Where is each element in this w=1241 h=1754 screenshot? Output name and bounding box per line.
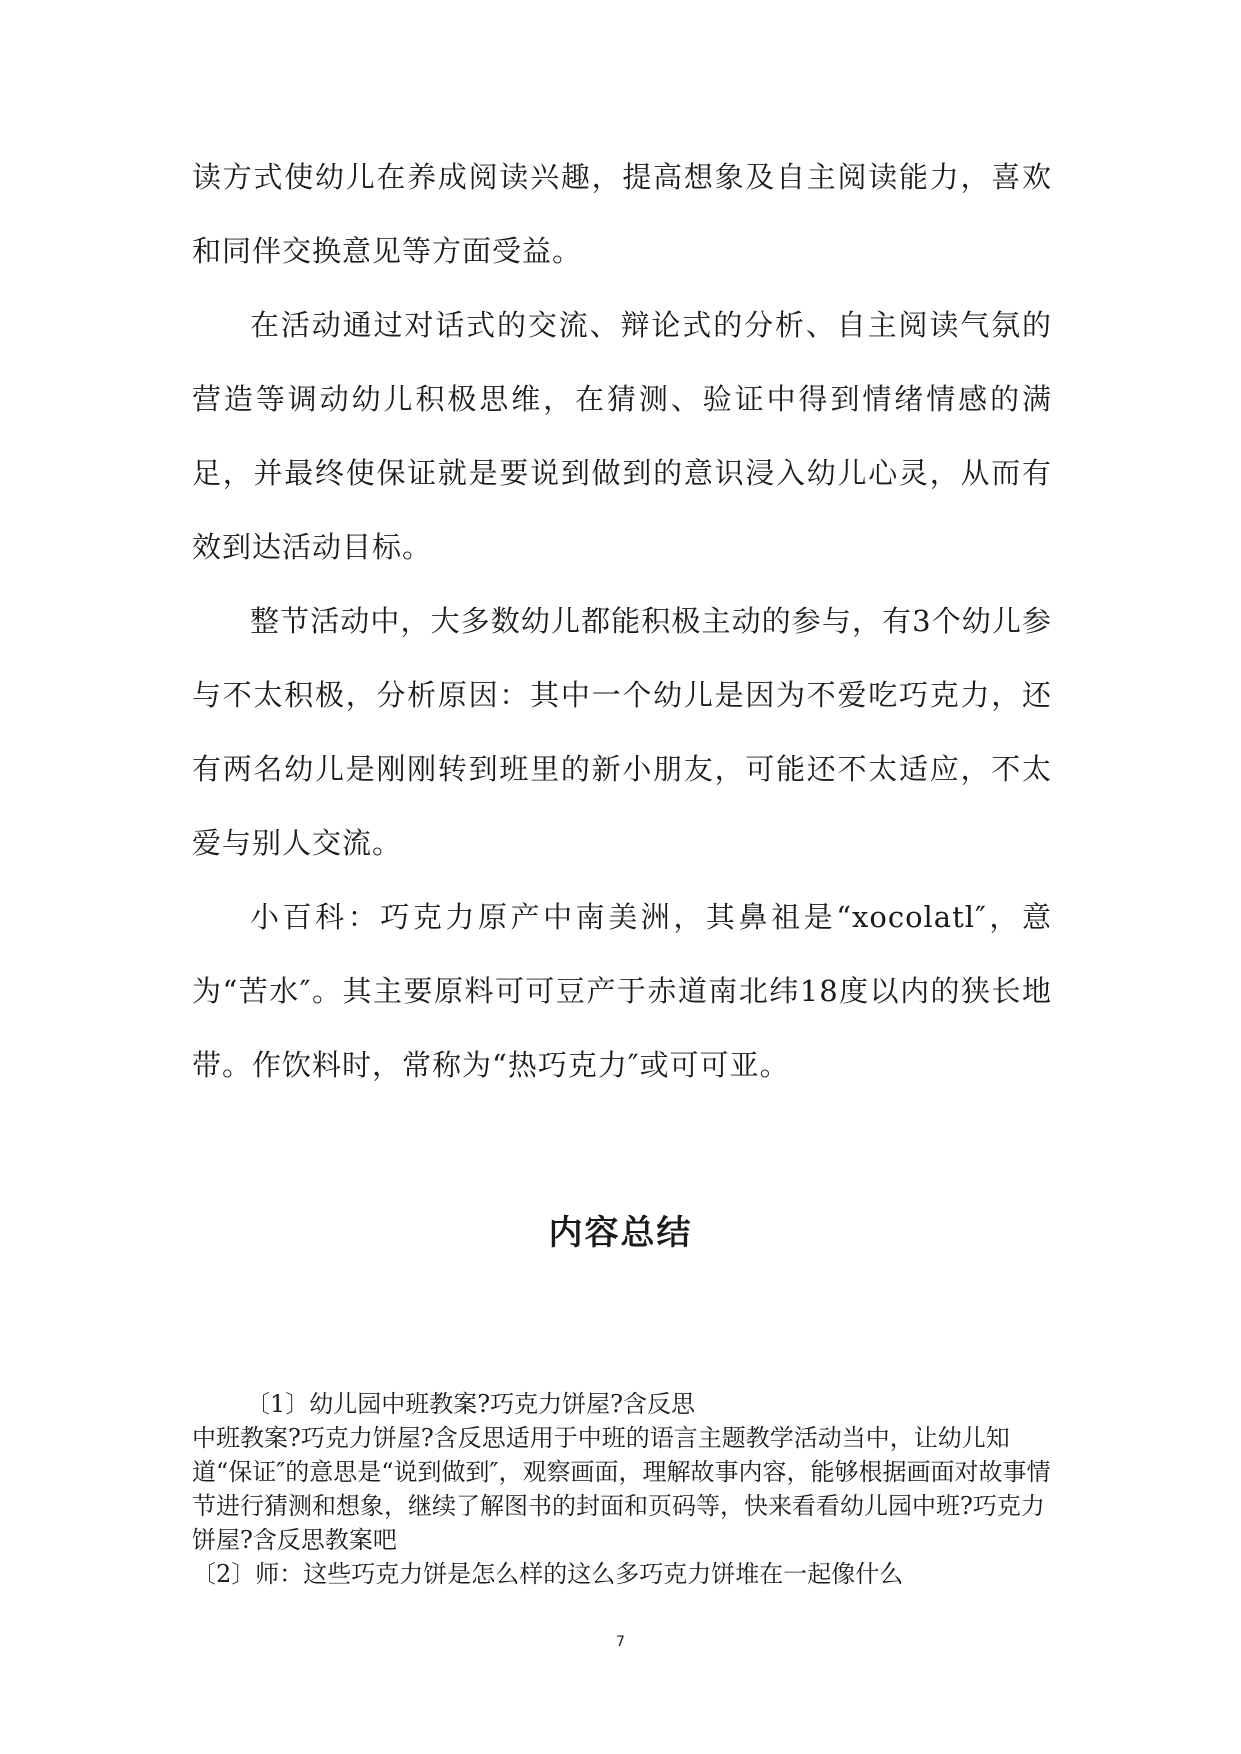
summary-item-1-title: 〔1〕幼儿园中班教案?巧克力饼屋?含反思 xyxy=(246,1390,696,1418)
paragraph-continued: 读方式使幼儿在养成阅读兴趣，提高想象及自主阅读能力，喜欢和同伴交换意见等方面受益。 xyxy=(192,160,1052,268)
body-text xyxy=(192,140,1052,1102)
summary-item-2: 〔2〕师：这些巧克力饼是怎么样的这么多巧克力饼堆在一起像什么 xyxy=(192,1560,904,1588)
summary-heading: 内容总结 xyxy=(548,1213,693,1253)
summary-section xyxy=(192,1387,1052,1591)
paragraph-activity-method: 在活动通过对话式的交流、辩论式的分析、自主阅读气氛的营造等调动幼儿积极思维，在猜测、验证中得到情绪情感的满足，并最终使保证就是要说到做到的意识浸入幼儿心灵，从而有效到达活动目标。 xyxy=(192,308,1052,564)
paragraph-participation: 整节活动中，大多数幼儿都能积极主动的参与，有3个幼儿参与不太积极，分析原因：其中一个幼儿是因为不爱吃巧克力，还有两名幼儿是刚刚转到班里的新小朋友，可能还不太适应，不太爱与别人交流。 xyxy=(192,604,1052,860)
page-number: 7 xyxy=(616,1634,625,1650)
paragraph-encyclopedia: 小百科：巧克力原产中南美洲，其鼻祖是“xocolatl″，意为“苦水″。其主要原料可可豆产于赤道南北纬18度以内的狭长地带。作饮料时，常称为“热巧克力″或可可亚。 xyxy=(192,900,1052,1082)
summary-item-1-body: 中班教案?巧克力饼屋?含反思适用于中班的语言主题教学活动当中，让幼儿知道“保证″的意思是“说到做到″，观察画面，理解故事内容，能够根据画面对故事情节进行猜测和想象，继续了解图书的封面和页码等，快来看看幼儿园中班?巧克力饼屋?含反思教案吧 xyxy=(192,1424,1051,1554)
